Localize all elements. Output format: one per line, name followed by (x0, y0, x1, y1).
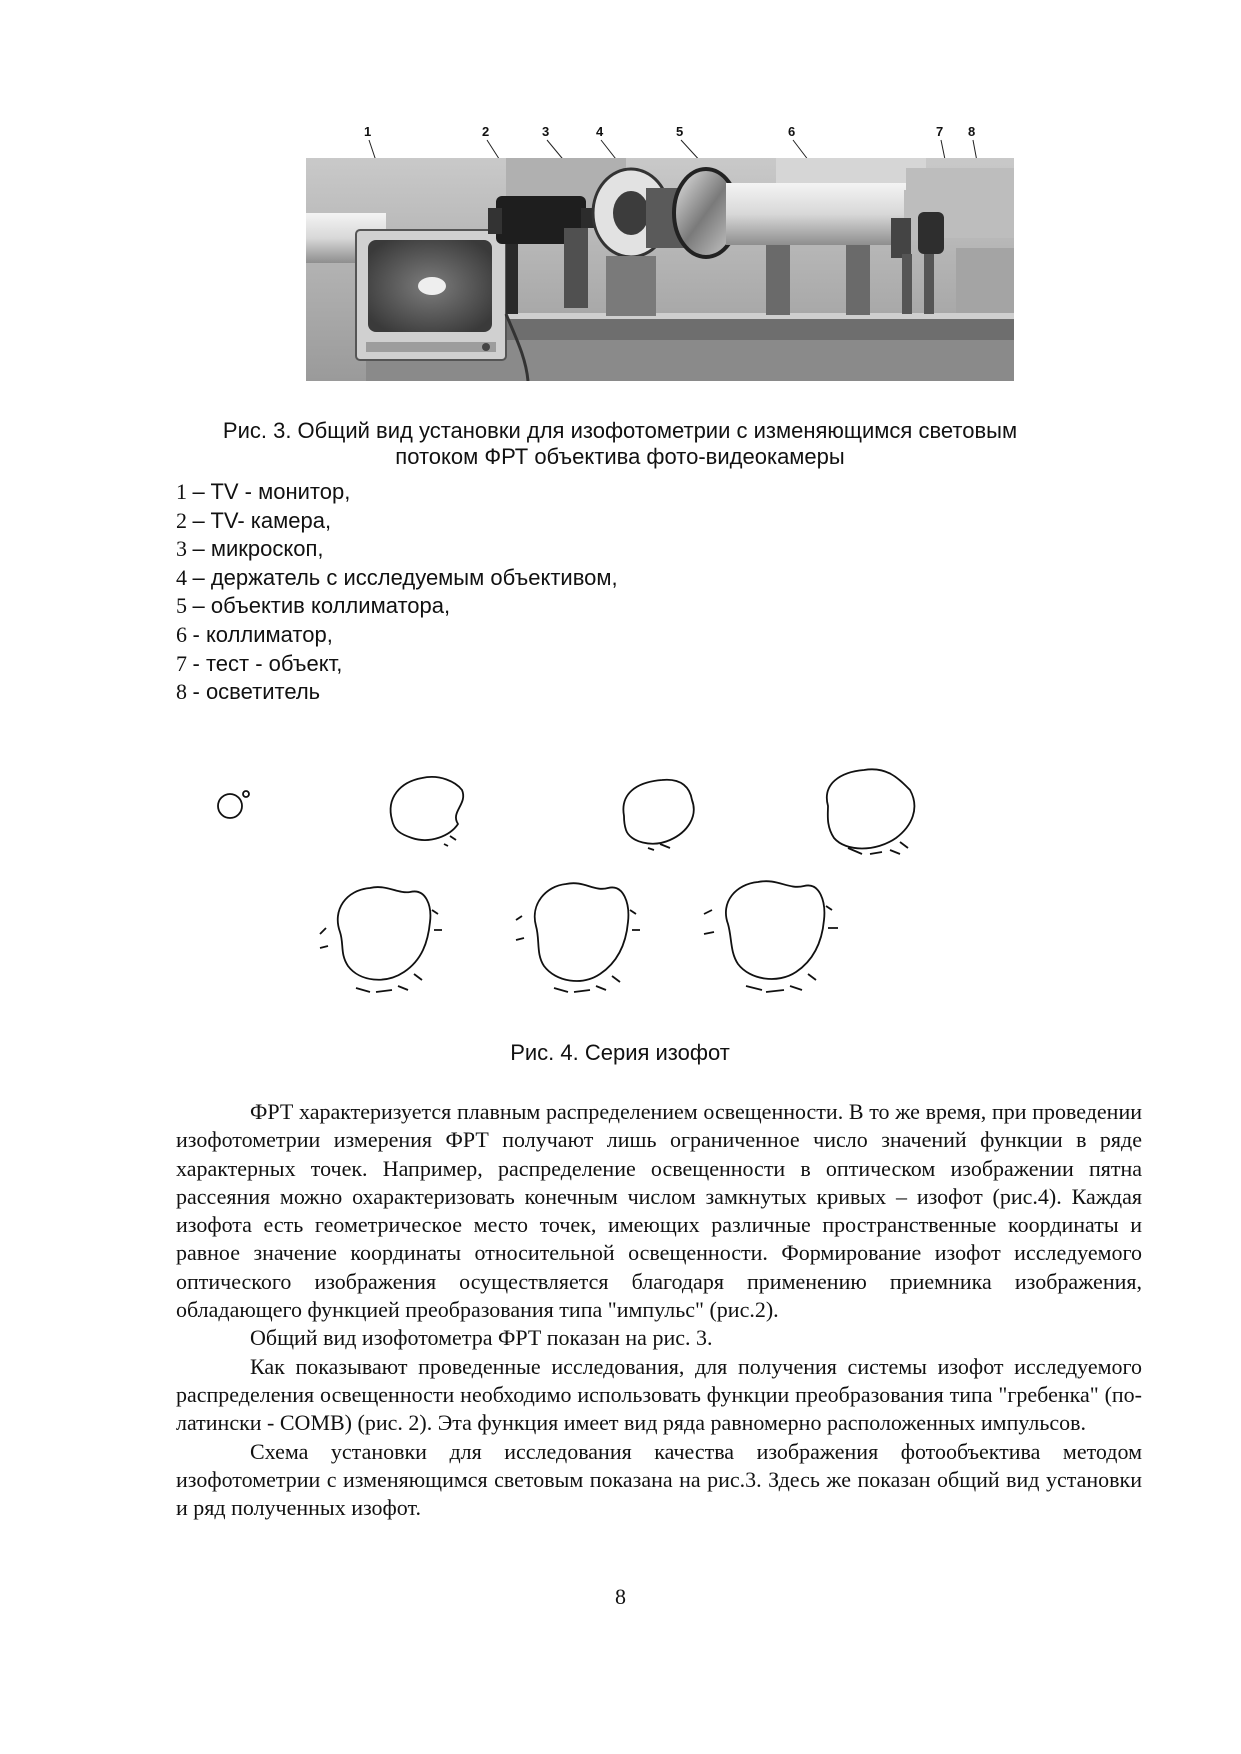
body-paragraph: Как показывают проведенные исследования, для получения системы изофот исследуемого распределения освещенности необходимо использовать функции преобразования типа "гребенка" (по-латински - COMB) (рис. 2). Эта функция имеет вид ряда равномерно расположенных импульсов. (176, 1353, 1142, 1436)
callout-8: 8 (968, 124, 976, 139)
legend-item: 6 - коллиматор, (176, 621, 333, 647)
legend-item: 3 – микроскоп, (176, 536, 324, 562)
isophote-6 (516, 883, 640, 992)
body-text (176, 1098, 1142, 1522)
legend-item: 8 - осветитель (176, 679, 321, 705)
callout-3: 3 (542, 124, 550, 139)
isophote-3 (623, 780, 693, 850)
callout-6: 6 (788, 124, 796, 139)
figure-3-legend (176, 478, 618, 707)
legend-item: 5 – объектив коллиматора, (176, 593, 451, 619)
isophote-4 (827, 769, 915, 854)
setup-photo (306, 158, 1014, 381)
isophote-1 (218, 791, 249, 818)
callout-2: 2 (482, 124, 490, 139)
legend-item: 2 – TV- камера, (176, 507, 332, 533)
callout-1: 1 (364, 124, 372, 139)
figure-3-caption-line-2: потоком ФРТ объектива фото-видеокамеры (395, 444, 845, 469)
figure-4-caption: Рис. 4. Серия изофот (510, 1040, 730, 1065)
isophote-7 (704, 881, 838, 992)
callout-5: 5 (676, 124, 684, 139)
figure-3-caption-line-1: Рис. 3. Общий вид установки для изофотометрии с изменяющимся световым (222, 418, 1018, 443)
body-paragraph: Схема установки для исследования качества изображения фотообъектива методом изофотометрии с изменяющимся световым показана на рис.3. Здесь же показан общий вид установки и ряд полученных изофот. (176, 1438, 1142, 1521)
page-number: 8 (615, 1584, 626, 1609)
isophote-series-figure (200, 760, 960, 1030)
callout-4: 4 (596, 124, 604, 139)
body-paragraph: Общий вид изофотометра ФРТ показан на рис. 3. (250, 1325, 713, 1351)
legend-item: 7 - тест - объект, (176, 650, 343, 676)
callout-7: 7 (936, 124, 944, 139)
isophote-2 (391, 777, 464, 846)
isophote-5 (320, 887, 442, 992)
body-paragraph: ФРТ характеризуется плавным распределением освещенности. В то же время, при проведении изофотометрии измерения ФРТ получают лишь ограниченное число значений функции в ряде характерных точек. Например, распределение освещенности в оптическом изображении пятна рассеяния можно охарактеризовать конечным числом замкнутых кривых – изофот (рис.4). Каждая изофота есть геометрическое место точек, имеющих различные пространственные координаты и равное значение координаты относительной освещенности. Формирование изофот исследуемого оптического изображения осуществляется благодаря применению приемника изображения, обладающего функцией преобразования типа "импульс" (рис.2). (176, 1099, 1142, 1323)
legend-item: 4 – держатель с исследуемым объективом, (176, 564, 618, 590)
legend-item: 1 – TV - монитор, (176, 479, 351, 504)
